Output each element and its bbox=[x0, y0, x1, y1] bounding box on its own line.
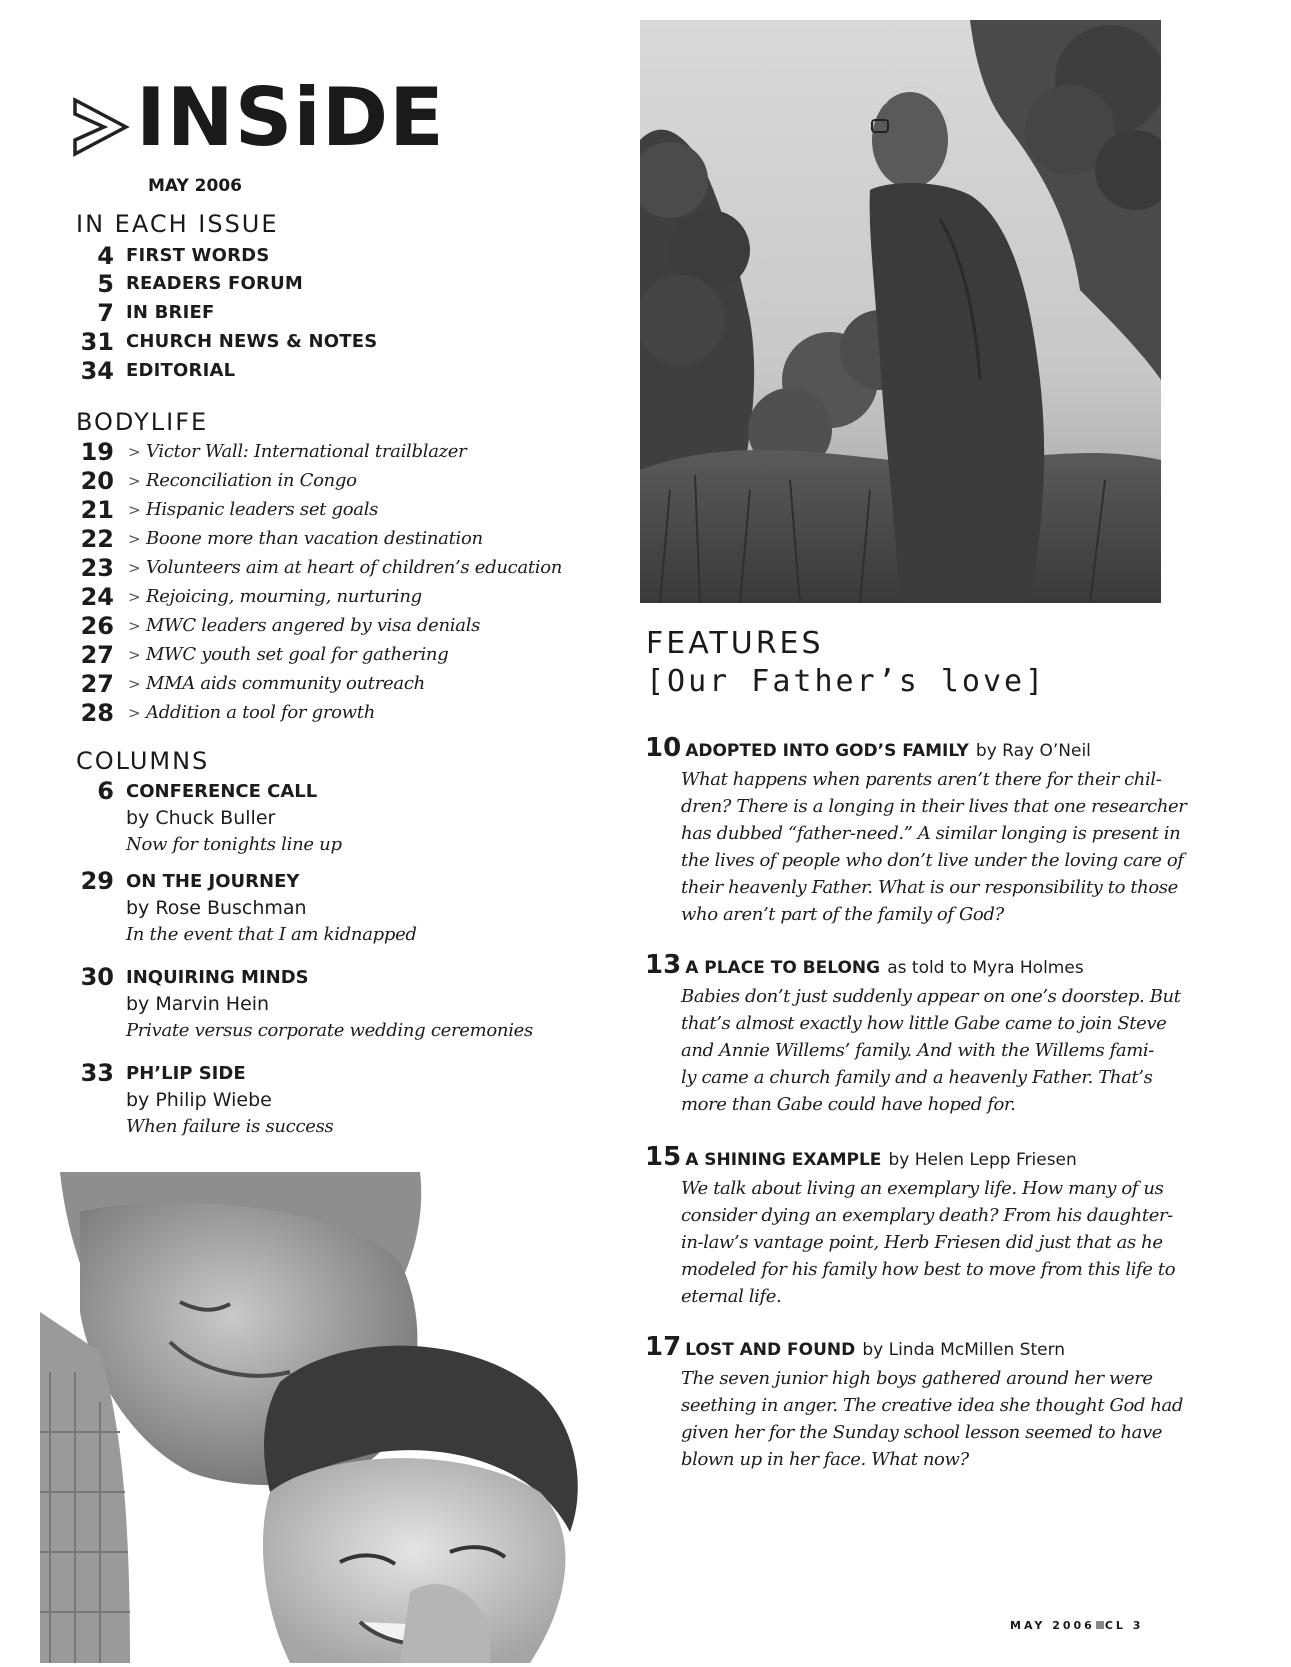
item-label: READERS FORUM bbox=[126, 273, 304, 294]
list-item[interactable] bbox=[68, 554, 562, 582]
feature-title: A PLACE TO BELONG bbox=[685, 958, 881, 978]
feature-title: ADOPTED INTO GOD’S FAMILY bbox=[685, 741, 969, 761]
summary-line: seething in anger. The creative idea she thought God had bbox=[681, 1395, 1183, 1416]
summary-line: more than Gabe could have hoped for. bbox=[681, 1094, 1016, 1115]
feature-title: A SHINING EXAMPLE bbox=[685, 1150, 882, 1170]
summary-line: Babies don’t just suddenly appear on one’s doorstep. But bbox=[681, 986, 1181, 1007]
page-number: 4 bbox=[97, 242, 114, 270]
byline: by Marvin Hein bbox=[126, 993, 270, 1015]
summary-line: that’s almost exactly how little Gabe came to join Steve bbox=[681, 1013, 1167, 1034]
page-number: 15 bbox=[645, 1142, 682, 1172]
arrow-icon: > bbox=[128, 617, 141, 635]
arrow-icon: > bbox=[128, 588, 141, 606]
square-separator-icon bbox=[1096, 1621, 1104, 1629]
columns-heading: COLUMNS bbox=[76, 747, 210, 775]
page-number: 22 bbox=[80, 525, 114, 553]
byline: by Helen Lepp Friesen bbox=[888, 1150, 1077, 1170]
summary-line: The seven junior high boys gathered around her were bbox=[681, 1368, 1153, 1389]
page-number: 30 bbox=[80, 963, 114, 991]
list-item[interactable] bbox=[68, 243, 269, 269]
column-description: In the event that I am kidnapped bbox=[126, 924, 417, 945]
folio bbox=[1010, 1619, 1143, 1632]
byline: as told to Myra Holmes bbox=[887, 958, 1084, 978]
list-item[interactable] bbox=[68, 271, 303, 297]
summary-line: their heavenly Father. What is our responsibility to those bbox=[681, 877, 1178, 898]
page-number: 29 bbox=[80, 867, 114, 895]
page-title: INSiDE bbox=[136, 71, 445, 164]
byline: by Ray O’Neil bbox=[975, 741, 1091, 761]
byline: by Philip Wiebe bbox=[126, 1089, 272, 1111]
issue-date: MAY 2006 bbox=[148, 176, 242, 196]
summary-line: What happens when parents aren’t there for their chil- bbox=[681, 769, 1162, 790]
summary-line: in-law’s vantage point, Herb Friesen did just that as he bbox=[681, 1232, 1163, 1253]
byline: by Chuck Buller bbox=[126, 807, 276, 829]
feature-summary bbox=[681, 766, 1187, 928]
summary-line: We talk about living an exemplary life. How many of us bbox=[681, 1178, 1164, 1199]
feature-entry[interactable] bbox=[645, 950, 1181, 1118]
arrow-icon: > bbox=[128, 646, 141, 664]
item-title: Victor Wall: International trailblazer bbox=[146, 441, 467, 462]
arrow-icon: > bbox=[128, 704, 141, 722]
list-item[interactable] bbox=[68, 525, 483, 553]
summary-line: consider dying an exemplary death? From his daughter- bbox=[681, 1205, 1173, 1226]
page-number: 7 bbox=[97, 299, 114, 327]
feature-photo-man-in-field bbox=[640, 20, 1161, 603]
arrow-icon: > bbox=[128, 530, 141, 548]
masthead bbox=[72, 71, 472, 174]
features-heading: FEATURES bbox=[646, 626, 824, 661]
feature-entry[interactable] bbox=[645, 1332, 1183, 1473]
list-item[interactable] bbox=[68, 496, 378, 524]
list-item[interactable] bbox=[68, 358, 235, 384]
summary-line: eternal life. bbox=[681, 1286, 782, 1307]
page-number: 17 bbox=[645, 1332, 682, 1362]
feature-summary bbox=[681, 1365, 1183, 1473]
summary-line: ly came a church family and a heavenly Father. That’s bbox=[681, 1067, 1153, 1088]
page-number: 6 bbox=[97, 777, 114, 805]
list-item[interactable] bbox=[68, 670, 425, 698]
folio-page: CL 3 bbox=[1104, 1619, 1144, 1632]
item-title: MWC youth set goal for gathering bbox=[146, 644, 449, 665]
features-subheading: [Our Father’s love] bbox=[646, 664, 1047, 699]
feature-entry[interactable] bbox=[645, 733, 1187, 928]
item-title: MWC leaders angered by visa denials bbox=[146, 615, 481, 636]
item-title: Boone more than vacation destination bbox=[146, 528, 483, 549]
list-item[interactable] bbox=[68, 583, 422, 611]
item-title: Reconciliation in Congo bbox=[146, 470, 357, 491]
column-title: CONFERENCE CALL bbox=[126, 781, 318, 802]
page-number: 5 bbox=[97, 270, 114, 298]
byline: by Linda McMillen Stern bbox=[862, 1340, 1066, 1360]
page-number: 27 bbox=[80, 670, 114, 698]
page-number: 20 bbox=[80, 467, 114, 495]
summary-line: who aren’t part of the family of God? bbox=[681, 904, 1004, 925]
page-number: 19 bbox=[80, 438, 114, 466]
item-label: EDITORIAL bbox=[126, 360, 236, 381]
summary-line: and Annie Willems’ family. And with the Willems fami- bbox=[681, 1040, 1154, 1061]
arrow-icon: > bbox=[128, 472, 141, 490]
list-item[interactable] bbox=[68, 467, 357, 495]
photo-father-and-son bbox=[40, 1172, 610, 1663]
arrow-icon: > bbox=[128, 675, 141, 693]
item-label: CHURCH NEWS & NOTES bbox=[126, 331, 378, 352]
arrow-icon: > bbox=[128, 443, 141, 461]
item-title: Rejoicing, mourning, nurturing bbox=[146, 586, 422, 607]
column-title: PH’LIP SIDE bbox=[126, 1063, 246, 1084]
in-each-issue-heading: IN EACH ISSUE bbox=[76, 210, 279, 238]
feature-summary bbox=[681, 983, 1181, 1118]
page-number: 31 bbox=[80, 328, 114, 356]
page-number: 27 bbox=[80, 641, 114, 669]
list-item[interactable] bbox=[68, 329, 377, 355]
summary-line: modeled for his family how best to move from this life to bbox=[681, 1259, 1176, 1280]
item-label: IN BRIEF bbox=[126, 302, 215, 323]
page-number: 21 bbox=[80, 496, 114, 524]
column-description: When failure is success bbox=[126, 1116, 334, 1137]
list-item[interactable] bbox=[68, 641, 448, 669]
feature-title: LOST AND FOUND bbox=[685, 1340, 856, 1360]
item-label: FIRST WORDS bbox=[126, 245, 270, 266]
item-title: Addition a tool for growth bbox=[146, 702, 376, 723]
page-number: 34 bbox=[80, 357, 114, 385]
page-number: 33 bbox=[80, 1059, 114, 1087]
summary-line: the lives of people who don’t live under the loving care of bbox=[681, 850, 1184, 871]
list-item[interactable] bbox=[68, 699, 375, 727]
page-number: 10 bbox=[645, 733, 682, 763]
arrow-icon: > bbox=[128, 559, 141, 577]
bodylife-heading: BODYLIFE bbox=[76, 408, 209, 436]
page-number: 28 bbox=[80, 699, 114, 727]
column-description: Now for tonights line up bbox=[126, 834, 342, 855]
list-item[interactable] bbox=[68, 438, 466, 466]
list-item[interactable] bbox=[68, 612, 480, 640]
page-number: 23 bbox=[80, 554, 114, 582]
byline: by Rose Buschman bbox=[126, 897, 307, 919]
chevron-right-icon bbox=[72, 96, 130, 158]
summary-line: dren? There is a longing in their lives that one researcher bbox=[681, 796, 1187, 817]
item-title: Hispanic leaders set goals bbox=[146, 499, 379, 520]
arrow-icon: > bbox=[128, 501, 141, 519]
column-description: Private versus corporate wedding ceremonies bbox=[126, 1020, 533, 1041]
column-title: ON THE JOURNEY bbox=[126, 871, 300, 892]
page-number: 24 bbox=[80, 583, 114, 611]
summary-line: has dubbed “father-need.” A similar longing is present in bbox=[681, 823, 1181, 844]
summary-line: blown up in her face. What now? bbox=[681, 1449, 969, 1470]
feature-summary bbox=[681, 1175, 1176, 1310]
page-number: 26 bbox=[80, 612, 114, 640]
item-title: MMA aids community outreach bbox=[146, 673, 425, 694]
feature-entry[interactable] bbox=[645, 1142, 1176, 1310]
page-number: 13 bbox=[645, 950, 682, 980]
item-title: Volunteers aim at heart of children’s education bbox=[146, 557, 563, 578]
column-title: INQUIRING MINDS bbox=[126, 967, 309, 988]
folio-date: MAY 2006 bbox=[1010, 1619, 1095, 1632]
list-item[interactable] bbox=[68, 300, 215, 326]
summary-line: given her for the Sunday school lesson seemed to have bbox=[681, 1422, 1163, 1443]
